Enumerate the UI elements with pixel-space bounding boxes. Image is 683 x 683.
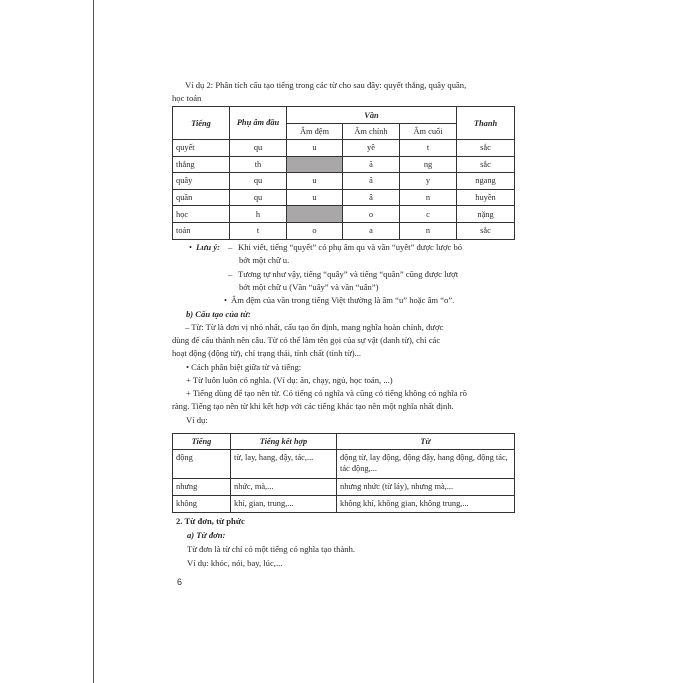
header-phu-am-dau: Phụ âm đầu [230, 107, 287, 140]
section-2-line-1: Từ đơn là từ chỉ có một tiếng có nghĩa tạo thành. [187, 544, 356, 554]
example-intro-line-1: Ví dụ 2: Phân tích cấu tạo tiếng trong các từ cho sau đây: quyết thắng, quây quần, [185, 80, 467, 90]
cell-am-dem: u [287, 140, 343, 157]
cell-phu-am-dau: qu [230, 189, 287, 206]
cell-am-dem-shaded [287, 206, 343, 223]
cell-thanh: huyền [457, 189, 515, 206]
cell-am-dem: o [287, 222, 343, 239]
cell-phu-am-dau: t [230, 222, 287, 239]
cell-tieng: học [173, 206, 230, 223]
header-tieng: Tiếng [173, 434, 231, 450]
cell-tu: không khí, không gian, không trung,... [337, 496, 515, 513]
table-row [173, 222, 515, 239]
cell-am-cuoi: y [400, 173, 457, 190]
cell-tieng: nhưng [173, 479, 231, 496]
cell-am-chinh: â [343, 173, 400, 190]
section-b-para-line-1: – Từ: Từ là đơn vị nhỏ nhất, cấu tạo ổn định, mang nghĩa hoàn chỉnh, được [185, 322, 444, 332]
cell-am-chinh: yê [343, 140, 400, 157]
note-item-2-line-1: Tương tự như vậy, tiếng “quây” và tiếng “quần” cũng được lượt [238, 269, 459, 279]
header-tieng: Tiếng [173, 107, 230, 140]
cell-tieng: không [173, 496, 231, 513]
page-edge-divider [93, 0, 94, 683]
cell-am-cuoi: n [400, 222, 457, 239]
page-number: 6 [177, 577, 183, 587]
section-b-para-line-2: dùng để cấu thành nên câu. Từ có thể làm tên gọi của sự vật (danh từ), chỉ các [172, 335, 441, 345]
cell-phu-am-dau: h [230, 206, 287, 223]
table-row [173, 450, 515, 479]
table-row [173, 479, 515, 496]
header-van: Vần [287, 107, 457, 124]
cell-thanh: ngang [457, 173, 515, 190]
section-b-plus-2-line-1: + Tiếng dùng để tạo nên từ. Có tiếng có nghĩa và cũng có tiếng không có nghĩa rõ [186, 388, 467, 398]
cell-am-chinh: â [343, 189, 400, 206]
note-dash-1: – [228, 242, 233, 252]
cell-tieng: quây [173, 173, 230, 190]
note-item-2-line-2: bớt một chữ u (Vần “uây” và vần “uân”) [239, 282, 379, 292]
cell-am-dem: u [287, 173, 343, 190]
cell-phu-am-dau: qu [230, 140, 287, 157]
table-row [173, 189, 515, 206]
section-b-para-line-3: hoạt động (động từ), chỉ trạng thái, tính chất (tính từ)... [172, 348, 362, 358]
header-am-cuoi: Âm cuối [400, 124, 457, 140]
syllable-structure-table [172, 106, 515, 240]
section-2-heading: 2. Từ đơn, từ phức [176, 516, 245, 526]
header-am-chinh: Âm chính [343, 124, 400, 140]
section-b-plus-1: + Từ luôn luôn có nghĩa. (Ví dụ: ăn, chạy, ngủ, học toán, ...) [186, 375, 393, 385]
cell-tieng: quyết [173, 140, 230, 157]
table-row [173, 496, 515, 513]
cell-am-chinh: o [343, 206, 400, 223]
cell-am-dem-shaded [287, 156, 343, 173]
section-b-example-label: Ví dụ: [186, 415, 208, 425]
cell-am-cuoi: t [400, 140, 457, 157]
cell-am-chinh: ă [343, 156, 400, 173]
note-item-1-line-1: Khi viết, tiếng “quyết” có phụ âm qu và vần “uyêt” được lược bỏ [238, 242, 463, 252]
word-vs-syllable-table [172, 433, 515, 513]
section-b-plus-2-line-2: ràng. Tiếng tạo nên từ khi kết hợp với các tiếng khác tạo nên một nghĩa nhất định. [172, 401, 454, 411]
cell-thanh: sắc [457, 156, 515, 173]
cell-thanh: sắc [457, 140, 515, 157]
cell-phu-am-dau: qu [230, 173, 287, 190]
cell-am-cuoi: c [400, 206, 457, 223]
cell-tu: nhưng nhức (từ láy), nhưng mà,... [337, 479, 515, 496]
cell-tieng: thắng [173, 156, 230, 173]
cell-phu-am-dau: th [230, 156, 287, 173]
cell-tu: động từ, lay động, động đậy, hang động, động tác, tác động,... [337, 450, 515, 479]
cell-tieng-ket-hop: nhức, mà,... [231, 479, 337, 496]
example-intro-line-2: học toán [172, 93, 202, 103]
note-bullet-2: • [224, 295, 228, 305]
section-2-subheading: a) Từ đơn: [187, 530, 226, 540]
cell-am-chinh: a [343, 222, 400, 239]
cell-thanh: nặng [457, 206, 515, 223]
note-item-1-line-2: bớt một chữ u. [239, 255, 290, 265]
note-dash-2: – [228, 269, 233, 279]
section-b-bullet-line: • Cách phân biệt giữa từ và tiếng: [186, 362, 302, 372]
table-row [173, 173, 515, 190]
note-bullet: • [189, 242, 193, 252]
table-row [173, 156, 515, 173]
cell-tieng-ket-hop: khí, gian, trung,... [231, 496, 337, 513]
cell-tieng-ket-hop: từ, lay, hang, đậy, tác,... [231, 450, 337, 479]
header-tieng-ket-hop: Tiếng kết hợp [231, 434, 337, 450]
note-item-3: Âm đệm của vần trong tiếng Việt thường là âm “u” hoặc âm “o”. [231, 295, 455, 305]
cell-tieng: toán [173, 222, 230, 239]
header-thanh: Thanh [457, 107, 515, 140]
note-label: Lưu ý: [196, 242, 221, 252]
header-am-dem: Âm đệm [287, 124, 343, 140]
table-row [173, 206, 515, 223]
cell-tieng: động [173, 450, 231, 479]
cell-thanh: sắc [457, 222, 515, 239]
cell-tieng: quần [173, 189, 230, 206]
header-tu: Từ [337, 434, 515, 450]
cell-am-dem: u [287, 189, 343, 206]
cell-am-cuoi: n [400, 189, 457, 206]
section-2-line-2: Ví dụ: khóc, nói, bay, lúc,... [187, 558, 283, 568]
cell-am-cuoi: ng [400, 156, 457, 173]
section-b-heading: b) Cấu tạo của từ: [186, 309, 251, 319]
table-row [173, 140, 515, 157]
